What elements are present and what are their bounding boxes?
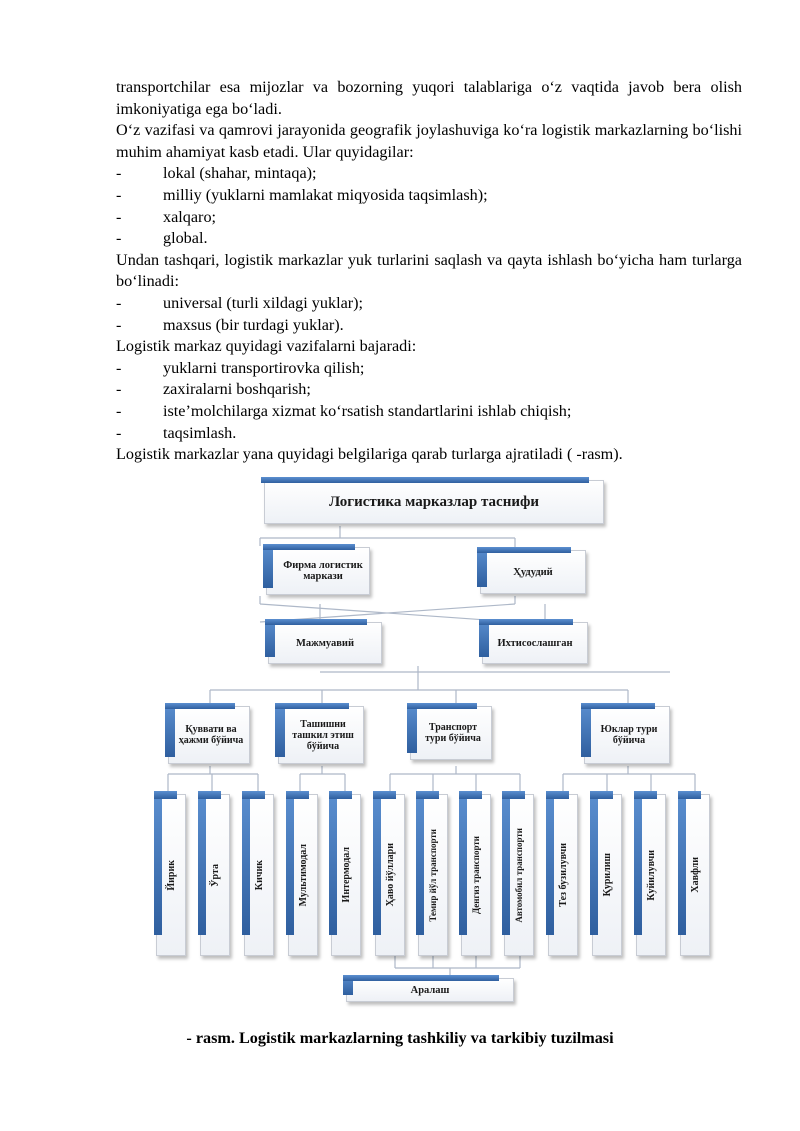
leaf-label: Мультимодал [297,843,309,907]
list-item [116,293,742,315]
list-item-text: taqsimlash. [163,423,237,442]
diagram-leaf [331,794,361,956]
list-item-text: maxsus (bir turdagi yuklar). [163,315,344,334]
diagram-leaf [636,794,666,956]
leaf-label: Темир йўл транспорти [428,828,438,922]
leaf-label: Йирик [165,859,177,891]
leaf-label: Ўрта [209,863,221,887]
body-text [116,77,742,466]
diagram-leaf [461,794,491,956]
list-item [116,163,742,185]
list-dash: - [116,185,122,204]
list-item-text: lokal (shahar, mintaqa); [163,164,317,183]
diagram-leaf [504,794,534,956]
list-dash: - [116,423,122,442]
paragraph: transportchilar esa mijozlar va bozorning yuqori talablariga o‘z vaqtida javob bera olish imkoniyatiga ega bo‘ladi. [116,78,742,118]
diagram-title: Логистика марказлар таснифи [328,493,539,510]
diagram-node [346,978,514,1002]
list-dash: - [116,164,122,183]
paragraph: Undan tashqari, logistik markazlar yuk turlarini saqlash va qayta ishlash bo‘yicha ham turlarga bo‘linadi: [116,250,742,291]
paragraph: Logistik markaz quyidagi vazifalarni bajaradi: [116,337,417,356]
node-label: Мажмуавий [295,637,355,649]
diagram-node [278,706,364,764]
list-dash: - [116,358,122,377]
list-item-text: milliy (yuklarni mamlakat miqyosida taqsimlash); [163,185,488,204]
diagram-leaf [200,794,230,956]
node-label: Транспорт тури бўйича [425,722,481,744]
list-item-text: zaxiralarni boshqarish; [163,380,311,399]
leaf-label: Хавфли [689,857,701,893]
leaf-label: Куйилувчи [645,849,657,901]
node-label: Ихтисослашган [497,637,573,649]
figure-caption: - rasm. Logistik markazlarning tashkiliy va tarkibiy tuzilmasi [186,1029,614,1047]
list-item-text: xalqaro; [163,207,217,226]
list-item [116,423,742,445]
diagram-node [480,550,586,594]
diagram-leaf [418,794,448,956]
diagram-node [410,706,492,760]
leaf-label: Интермодал [340,847,352,903]
leaf-label: Ҳаво йўллари [384,843,396,907]
list-dash: - [116,229,122,248]
list-item [116,379,742,401]
node-label: Ҳудудий [513,566,553,578]
diagram-leaf [680,794,710,956]
diagram-title-box [264,480,604,524]
list-dash: - [116,293,122,312]
diagram-node [266,547,370,595]
diagram-node [168,706,250,764]
diagram-node [584,706,670,764]
list-dash: - [116,380,122,399]
diagram-leaf [244,794,274,956]
diagram-leaf [592,794,622,956]
leaf-label: Қурилиш [601,853,613,897]
list-item [116,185,742,207]
list-item [116,315,742,337]
list-item-text: universal (turli xildagi yuklar); [163,293,364,312]
node-label: Аралаш [410,984,450,996]
leaf-label: Автомобил транспорти [514,827,524,923]
leaf-label: Денгиз транспорти [471,835,481,915]
list-dash: - [116,315,122,334]
list-item [116,207,742,229]
list-item-text: global. [163,229,208,248]
classification-diagram [150,476,730,1006]
list-item-text: yuklarni transportirovka qilish; [163,358,365,377]
list-item-text: iste’molchilarga xizmat ko‘rsatish standartlarini ishlab chiqish; [163,401,572,420]
diagram-leaf [375,794,405,956]
node-label: Юклар тури бўйича [600,724,658,746]
list-item [116,228,742,250]
list-dash: - [116,207,122,226]
node-label: Қуввати ва ҳажми бўйича [178,724,244,746]
leaf-label: Тез бузилувчи [557,843,569,907]
leaf-label: Кичик [253,859,265,891]
paragraph: Logistik markazlar yana quyidagi belgilariga qarab turlarga ajratiladi ( -rasm). [116,445,623,464]
diagram-leaf [156,794,186,956]
diagram-node [482,622,588,664]
list-item [116,358,742,380]
diagram-leaf [288,794,318,956]
list-dash: - [116,401,122,420]
diagram-leaf [548,794,578,956]
node-label: Фирма логистик маркази [283,560,363,582]
diagram-node [268,622,382,664]
node-label: Ташишни ташкил этиш бўйича [292,718,354,752]
list-item [116,401,742,423]
paragraph: O‘z vazifasi va qamrovi jarayonida geografik joylashuviga ko‘ra logistik markazlarning bo‘lishi muhim ahamiyat kasb etadi. Ular quyidagilar: [116,121,742,161]
